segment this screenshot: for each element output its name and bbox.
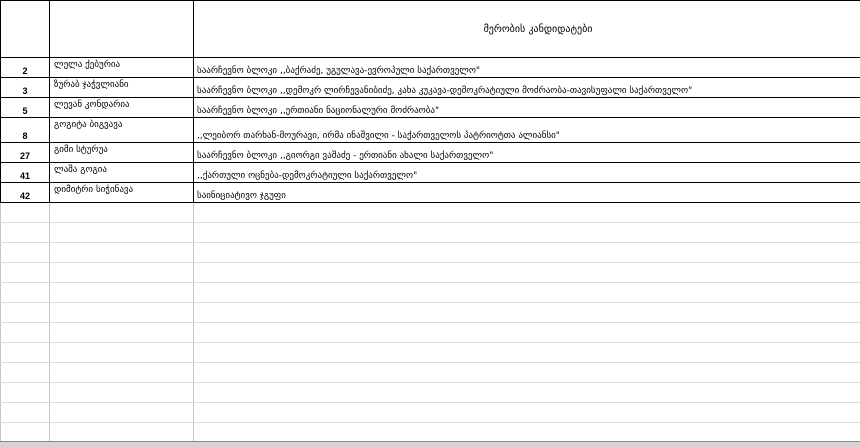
empty-row (1, 303, 860, 323)
cell-party[interactable]: საარჩევნო ბლოკი ,,გიორგი ვაშაძე - ერთიანი ახალი საქართველო" (194, 143, 860, 163)
empty-cell[interactable] (194, 223, 860, 243)
empty-cell[interactable] (1, 343, 50, 363)
empty-cell[interactable] (50, 403, 194, 423)
table-row (1, 183, 860, 203)
empty-cell[interactable] (1, 363, 50, 383)
empty-row (1, 203, 860, 223)
header-cell-name[interactable] (50, 1, 194, 58)
empty-cell[interactable] (194, 403, 860, 423)
empty-cell[interactable] (50, 223, 194, 243)
empty-row (1, 363, 860, 383)
cell-party[interactable]: ,,ქართული ოცნება-დემოკრატიული საქართველო" (194, 163, 860, 183)
empty-cell[interactable] (1, 383, 50, 403)
cell-number[interactable]: 8 (1, 118, 50, 143)
header-row (1, 1, 860, 58)
empty-cell[interactable] (50, 323, 194, 343)
cell-party[interactable]: საარჩევნო ბლოკი ,,ბაქრაძე, უგულავა-ევროპული საქართველო" (194, 58, 860, 78)
empty-row (1, 343, 860, 363)
empty-cell[interactable] (194, 243, 860, 263)
empty-cell[interactable] (50, 383, 194, 403)
cell-name[interactable]: ლაშა გოგია (50, 163, 194, 183)
cell-party[interactable]: საარჩევნო ბლოკი ,,დემოკრ ლირჩევანიბიძე, კახა კუკავა-დემოკრატიული მოძრაობა-თავისუფალი საქართველო" (194, 78, 860, 98)
empty-cell[interactable] (194, 323, 860, 343)
cell-number[interactable]: 5 (1, 98, 50, 118)
cell-number[interactable]: 27 (1, 143, 50, 163)
table-row (1, 163, 860, 183)
cell-name[interactable]: ლევან კონდარია (50, 98, 194, 118)
cell-number[interactable]: 2 (1, 58, 50, 78)
empty-row (1, 243, 860, 263)
empty-cell[interactable] (1, 243, 50, 263)
empty-cell[interactable] (1, 323, 50, 343)
empty-cell[interactable] (1, 223, 50, 243)
empty-cell[interactable] (50, 283, 194, 303)
empty-cell[interactable] (194, 303, 860, 323)
empty-cell[interactable] (194, 383, 860, 403)
empty-cell[interactable] (194, 283, 860, 303)
empty-cell[interactable] (50, 263, 194, 283)
cell-name[interactable]: დიმიტრი სიჭინავა (50, 183, 194, 203)
empty-cell[interactable] (50, 243, 194, 263)
cell-name[interactable]: ლელა ქებურია (50, 58, 194, 78)
empty-cell[interactable] (194, 203, 860, 223)
cell-party[interactable]: საარჩევნო ბლოკი ,,ერთიანი ნაციონალური მოძრაობა" (194, 98, 860, 118)
cell-name[interactable]: გიმი სტურუა (50, 143, 194, 163)
cell-number[interactable]: 42 (1, 183, 50, 203)
empty-row (1, 423, 860, 443)
empty-cell[interactable] (1, 263, 50, 283)
empty-cell[interactable] (194, 343, 860, 363)
empty-cell[interactable] (194, 423, 860, 443)
empty-row (1, 283, 860, 303)
empty-row (1, 323, 860, 343)
window-bottom-border (0, 441, 860, 447)
empty-cell[interactable] (50, 303, 194, 323)
cell-number[interactable]: 3 (1, 78, 50, 98)
empty-cell[interactable] (1, 303, 50, 323)
table-row (1, 143, 860, 163)
empty-row (1, 263, 860, 283)
empty-cell[interactable] (194, 363, 860, 383)
header-cell-number[interactable] (1, 1, 50, 58)
cell-party[interactable]: საინიციატივო ჯგუფი (194, 183, 860, 203)
empty-cell[interactable] (50, 363, 194, 383)
table-row (1, 118, 860, 143)
empty-cell[interactable] (1, 283, 50, 303)
empty-row (1, 223, 860, 243)
cell-number[interactable]: 41 (1, 163, 50, 183)
cell-name[interactable]: ზურაბ ჯაჭვლიანი (50, 78, 194, 98)
table-row (1, 58, 860, 78)
cell-party[interactable]: ,,ლეიბორ თარხან-მოურავი, ირმა ინაშვილი - საქართველოს პატრიოტთა ალიანსი" (194, 118, 860, 143)
empty-row (1, 403, 860, 423)
table-row (1, 78, 860, 98)
empty-cell[interactable] (194, 263, 860, 283)
empty-cell[interactable] (50, 203, 194, 223)
empty-cell[interactable] (50, 343, 194, 363)
table-row (1, 98, 860, 118)
empty-cell[interactable] (1, 403, 50, 423)
empty-cell[interactable] (1, 203, 50, 223)
empty-row (1, 383, 860, 403)
cell-name[interactable]: გოგიტა ბიგვავა (50, 118, 194, 143)
header-title[interactable]: მერობის კანდიდატები (194, 1, 860, 58)
empty-cell[interactable] (1, 423, 50, 443)
empty-cell[interactable] (50, 423, 194, 443)
